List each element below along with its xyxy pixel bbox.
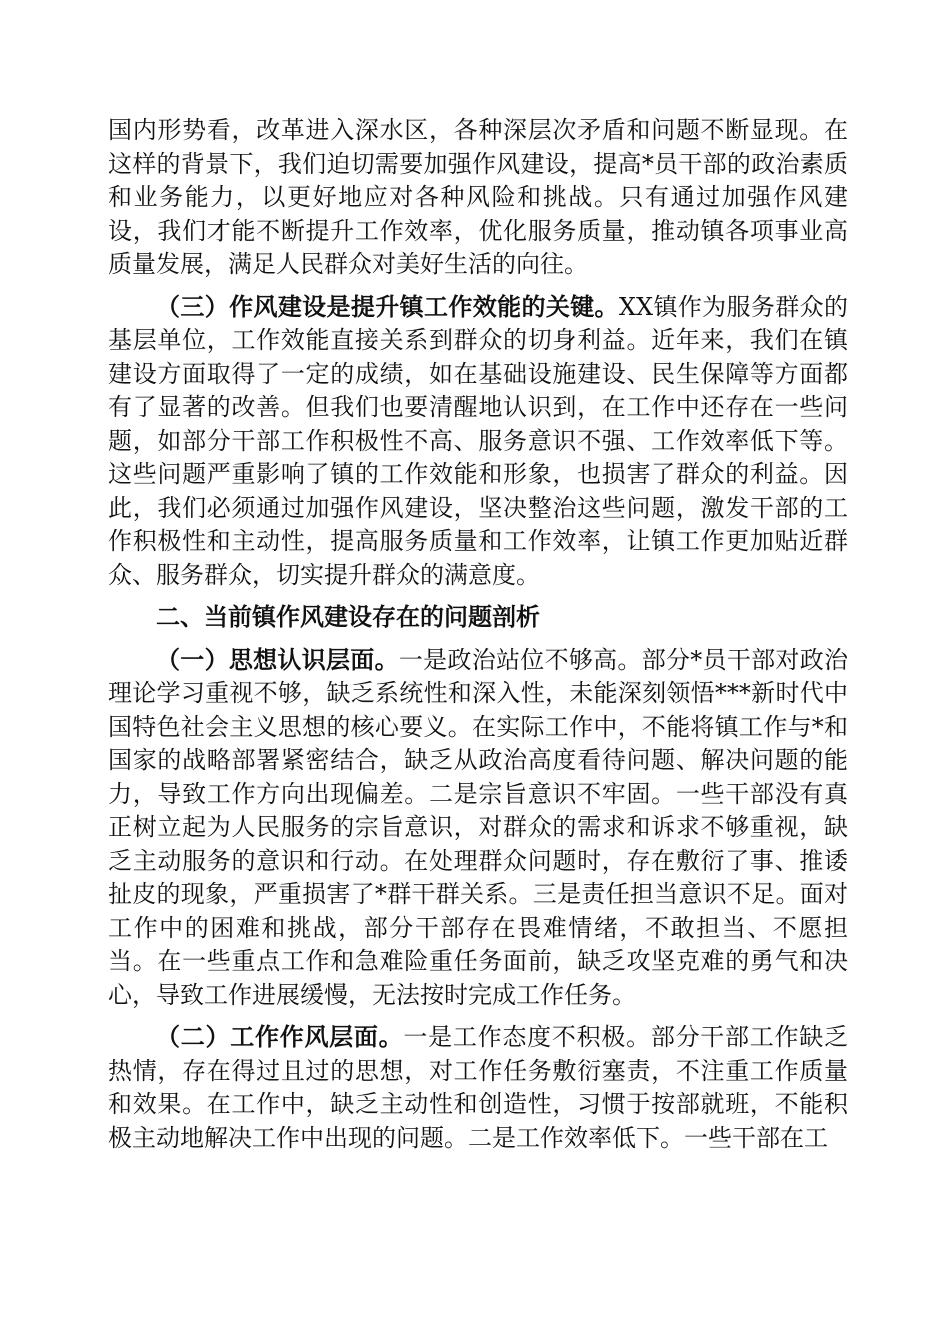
paragraph-text: 一是工作态度不积极。部分干部工作缺乏热情，存在得过且过的思想，对工作任务敷衍塞责，不注重工作质量和效果。在工作中，缺乏主动性和创造性，习惯于按部就班，不能积极主动地解决工作中出现的问题。二是工作效率低下。一些干部在工 <box>108 1023 849 1152</box>
paragraph-ideology <box>108 644 848 1013</box>
paragraph-lead-heading: （一）思想认识层面。 <box>156 645 399 674</box>
paragraph-lead-heading: （二）工作作风层面。 <box>156 1023 404 1051</box>
paragraph-text: XX镇作为服务群众的基层单位，工作效能直接关系到群众的切身利益。近年来，我们在镇建设方面取得了一定的成绩，如在基础设施建设、民生保障等方面都有了显著的改善。但我们也要清醒地认识到，在工作中还存在一些问题，如部分干部工作积极性不高、服务意识不强、工作效率低下等。这些问题严重影响了镇的工作效能和形象，也损害了群众的利益。因此，我们必须通过加强作风建设，坚决整治这些问题，激发干部的工作积极性和主动性，提高服务质量和工作效率，让镇工作更加贴近群众、服务群众，切实提升群众的满意度。 <box>108 292 849 589</box>
paragraph-lead-heading: （三）作风建设是提升镇工作效能的关键。 <box>156 292 619 321</box>
paragraph-work-style <box>108 1021 848 1155</box>
document-body <box>108 114 848 1164</box>
paragraph-section-3 <box>108 291 848 593</box>
paragraph-text: 一是政治站位不够高。部分*员干部对政治理论学习重视不够，缺乏系统性和深入性，未能深刻领悟***新时代中国特色社会主义思想的核心要义。在实际工作中，不能将镇工作与*和国家的战略部署紧密结合，缺乏从政治高度看待问题、解决问题的能力，导致工作方向出现偏差。二是宗旨意识不牢固。一些干部没有真正树立起为人民服务的宗旨意识，对群众的需求和诉求不够重视，缺乏主动服务的意识和行动。在处理群众问题时，存在敷衍了事、推诿扯皮的现象，严重损害了*群干群关系。三是责任担当意识不足。面对工作中的困难和挑战，部分干部存在畏难情绪，不敢担当、不愿担当。在一些重点工作和急难险重任务面前，缺乏攻坚克难的勇气和决心，导致工作进展缓慢，无法按时完成工作任务。 <box>108 645 849 1009</box>
paragraph-text: 国内形势看，改革进入深水区，各种深层次矛盾和问题不断显现。在这样的背景下，我们迫切需要加强作风建设，提高*员干部的政治素质和业务能力，以更好地应对各种风险和挑战。只有通过加强作风建设，我们才能不断提升工作效率，优化服务质量，推动镇各项事业高质量发展，满足人民群众对美好生活的向往。 <box>108 116 848 278</box>
paragraph-intro-continuation <box>108 114 848 282</box>
section-heading-problem-analysis: 二、当前镇作风建设存在的问题剖析 <box>156 603 540 631</box>
